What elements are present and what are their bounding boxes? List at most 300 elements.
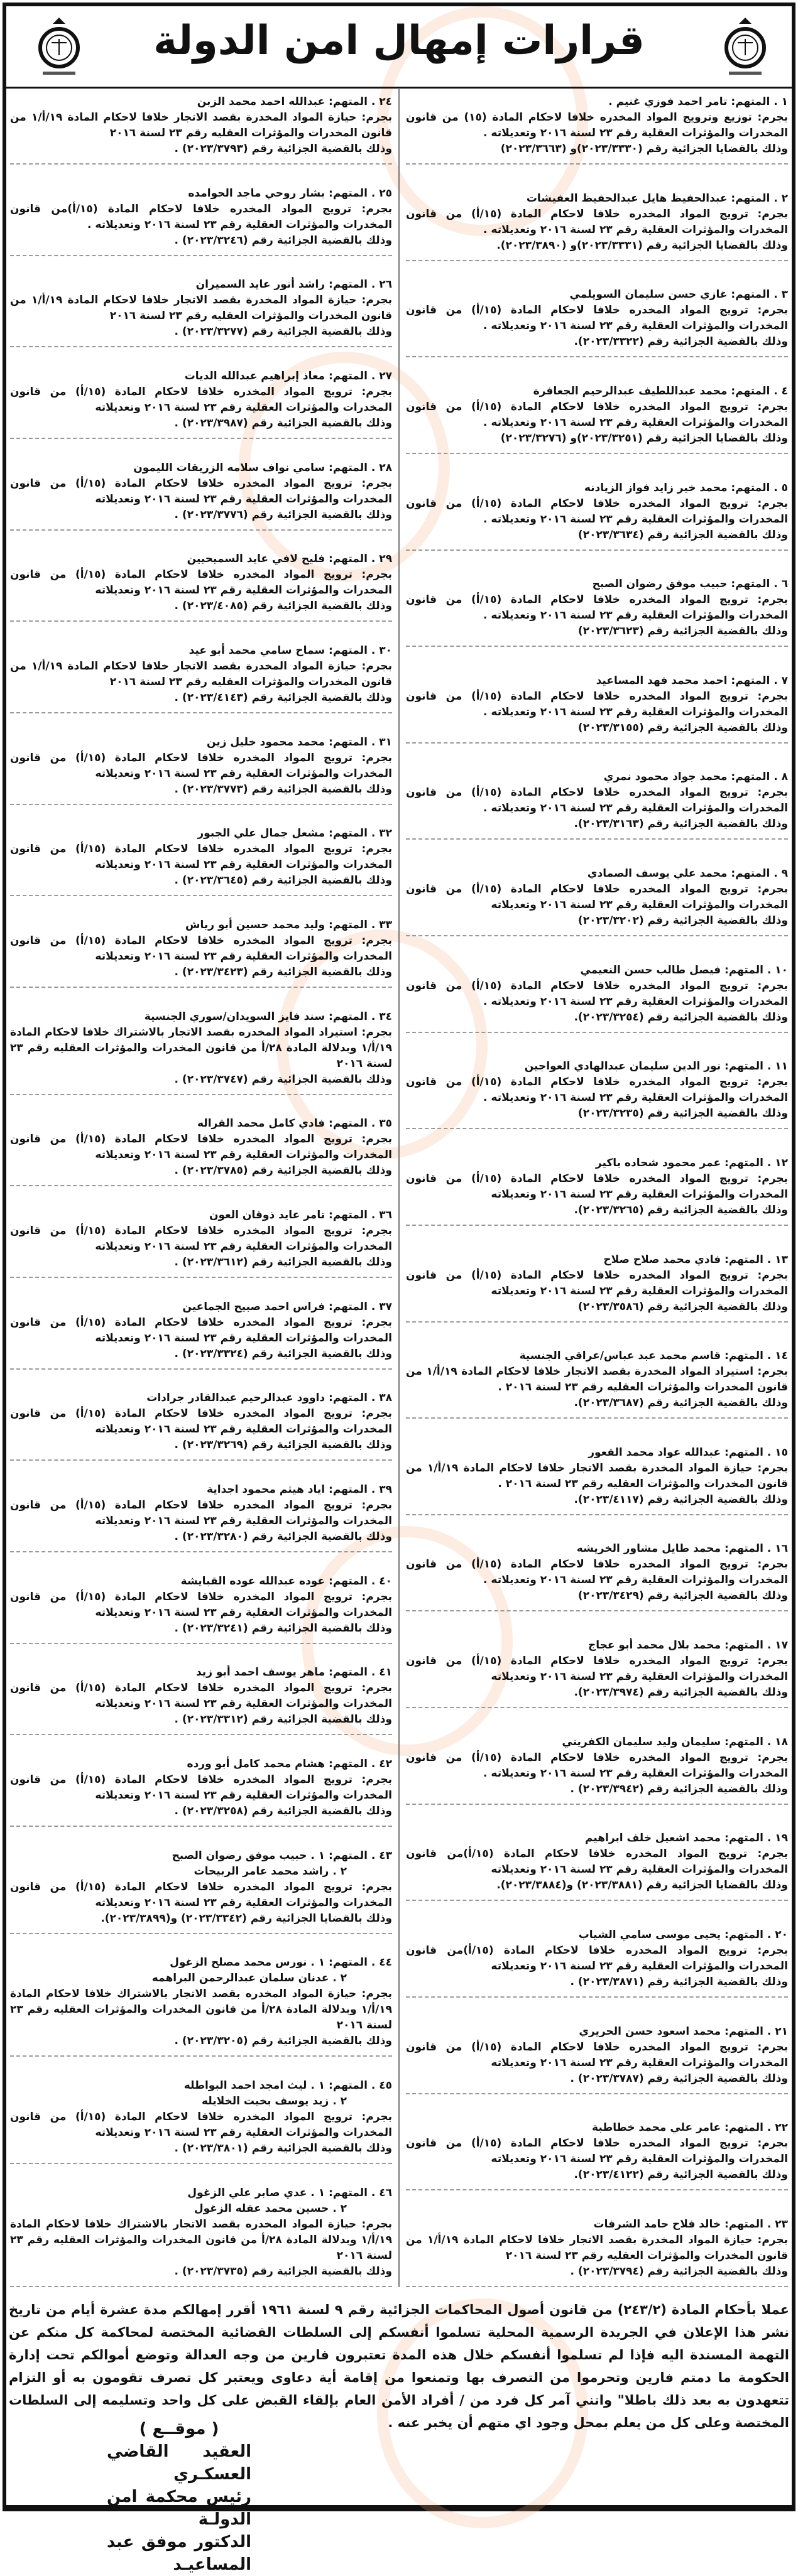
case-number: وذلك بالقضية الجزائية رقم (٢٠٢٣/٣٨٧١) . bbox=[570, 1975, 788, 1988]
accused-name-line bbox=[10, 460, 392, 476]
case-number: وذلك بالقضايا الجزائية رقم (٢٠٢٣/٣٣٤٢) و(٢٠٢٣/٣٨٩٩). bbox=[101, 1912, 392, 1925]
accused-name: ١ . نورس محمد مصلح الزغول bbox=[170, 1956, 325, 1969]
accused-label: المتهم: bbox=[329, 735, 368, 749]
accused-name-line bbox=[10, 735, 392, 750]
accused-entry bbox=[10, 2180, 392, 2287]
case-number: وذلك بالقضية الجزائية رقم (٢٠٢٣/٣٩٧٤). bbox=[574, 1686, 788, 1699]
accused-entry bbox=[406, 1247, 788, 1323]
entry-number: ٢٦ . bbox=[371, 278, 392, 291]
accused-label: المتهم: bbox=[329, 1209, 368, 1222]
case-number: وذلك بالقضية الجزائية رقم (٢٠٢٣/٣٢٥٨) . bbox=[174, 1805, 392, 1818]
accused-label: المتهم: bbox=[724, 963, 763, 977]
accused-name: وليد محمد حسين أبو رياش bbox=[185, 919, 325, 932]
entry-number: ٣٣ . bbox=[371, 919, 392, 932]
accused-label: المتهم: bbox=[329, 1300, 368, 1313]
accused-label: المتهم: bbox=[731, 192, 770, 205]
header bbox=[6, 6, 792, 89]
charge-text: بجرم: ترويج المواد المخدره خلافا لاحكام المادة (١٥/أ) من قانون المخدرات والمؤثرات العقلية رقم ٢٣ لسنة ٢٠١٦ وتعديلاته . bbox=[406, 207, 788, 236]
accused-entry bbox=[406, 1633, 788, 1708]
case-number: وذلك بالقضية الجزائية رقم (٢٠٢٣/٣٢٠٢) bbox=[577, 914, 788, 927]
accused-entry bbox=[406, 668, 788, 744]
accused-entry bbox=[406, 2115, 788, 2190]
entry-number: ١٧ . bbox=[767, 1639, 788, 1652]
accused-name: محمد بلال محمد أبو عجاج bbox=[588, 1639, 721, 1652]
case-number: وذلك بالقضية الجزائية رقم (٢٠٢٣/٣٤٢٣) . bbox=[174, 966, 392, 979]
charge-text: بجرم: ترويج المواد المخدره خلافا لاحكام المادة (١٥/أ) من قانون المخدرات والمؤثرات العقلية رقم ٢٣ لسنة ٢٠١٦ وتعديلاته . bbox=[406, 1558, 788, 1587]
accused-name-line bbox=[406, 1348, 788, 1364]
accused-name-line bbox=[406, 1541, 788, 1557]
accused-entry bbox=[10, 455, 392, 531]
accused-name: احمد محمد فهد المساعيد bbox=[596, 674, 728, 687]
accused-label: المتهم: bbox=[329, 278, 368, 291]
charge-text: بجرم: ترويج المواد المخدره خلافا لاحكام المادة (١٥/أ) من قانون المخدرات والمؤثرات العقلية رقم ٢٣ لسنة ٢٠١٦ وتعديلاته bbox=[10, 477, 392, 506]
accused-name: سامي نواف سلامه الزريقات الليمون bbox=[133, 461, 325, 474]
accused-name: نور الدين سليمان عبدالهادي العواجين bbox=[524, 1060, 721, 1073]
entry-number: ٢٣ . bbox=[767, 2217, 788, 2231]
charge-text: بجرم: ترويج المواد المخدره خلافا لاحكام المادة (١٥/أ) من قانون المخدرات والمؤثرات العقلية رقم ٢٣ لسنة ٢٠١٦ وتعديلاته bbox=[10, 751, 392, 780]
accused-entry bbox=[406, 861, 788, 936]
accused-entry bbox=[10, 1294, 392, 1370]
accused-label: المتهم: bbox=[731, 288, 770, 301]
case-number: وذلك بالقضية الجزائية رقم (٢٠٢٣/٣٢٣٥) bbox=[577, 1107, 788, 1120]
charge-text: بجرم: ترويج المواد المخدره خلافا لاحكام المادة (١٥/أ) من قانون المخدرات والمؤثرات العقلية رقم ٢٣ لسنة ٢٠١٦ وتعديلاته bbox=[406, 2137, 788, 2166]
accused-entry bbox=[406, 186, 788, 261]
accused-entry bbox=[10, 546, 392, 622]
accused-name-line bbox=[10, 1665, 392, 1680]
accused-name: محمد عبداللطيف عبدالرحيم الجعافرة bbox=[533, 384, 728, 398]
right-column bbox=[403, 89, 790, 2287]
accused-entry bbox=[10, 272, 392, 347]
accused-label: المتهم: bbox=[329, 919, 368, 932]
charge-text: بجرم: ترويج المواد المخدره خلافا لاحكام المادة (١٥/أ) من قانون المخدرات والمؤثرات العقلية رقم ٢٣ لسنة ٢٠١٦ وتعديلاته . bbox=[406, 1076, 788, 1105]
case-number: وذلك بالقضية الجزائية رقم (٢٠٢٣/٣٤٢٩) bbox=[577, 1589, 788, 1603]
accused-label: المتهم: bbox=[724, 1253, 763, 1266]
case-number: وذلك بالقضية الجزائية رقم (٢٠٢٣/٣٣١٢) . bbox=[174, 1713, 392, 1726]
accused-entry bbox=[406, 282, 788, 357]
case-number: وذلك بالقضية الجزائية رقم (٢٠٢٣/٣٦٣٤) bbox=[577, 528, 788, 541]
accused-label: المتهم: bbox=[329, 2186, 368, 2199]
accused-name-line bbox=[406, 1155, 788, 1171]
accused-label: المتهم: bbox=[724, 1060, 763, 1073]
accused-label: المتهم: bbox=[731, 481, 770, 494]
accused-name-line bbox=[406, 1638, 788, 1653]
charge-text: بجرم: ترويج المواد المخدره خلافا لاحكام المادة (١٥/أ) من قانون المخدرات والمؤثرات العقلية رقم ٢٣ لسنة ٢٠١٦ وتعديلاته bbox=[406, 883, 788, 911]
accused-label: المتهم: bbox=[329, 1849, 368, 1862]
accused-label: المتهم: bbox=[724, 1446, 763, 1459]
accused-entry bbox=[10, 821, 392, 896]
accused-label: المتهم: bbox=[724, 1156, 763, 1169]
accused-name-line bbox=[10, 1009, 392, 1025]
charge-text: بجرم: ترويج المواد المخدره خلافا لاحكام المادة (١٥/أ) من قانون المخدرات والمؤثرات العقلية رقم ٢٣ لسنة ٢٠١٦ وتعديلاته bbox=[10, 568, 392, 597]
accused-name-line bbox=[406, 1059, 788, 1074]
charge-text: بجرم: ترويج المواد المخدره خلافا لاحكام المادة (١٥/أ) من قانون المخدرات والمؤثرات العقلية رقم ٢٣ لسنة ٢٠١٦ وتعديلاته . bbox=[406, 593, 788, 622]
accused-name-line bbox=[10, 369, 392, 384]
accused-name-line bbox=[406, 2120, 788, 2136]
accused-entry bbox=[10, 1751, 392, 1827]
signatory-position: رئيس محكمة امن الدولـة bbox=[107, 2487, 251, 2529]
accused-name-line bbox=[10, 643, 392, 659]
case-number: وذلك بالقضايا الجزائية رقم (٢٠٢٣/٣٢٥١)و (٢٠٢٣/٣٢٧٦) bbox=[500, 431, 788, 445]
accused-name-line bbox=[10, 1208, 392, 1223]
charge-text: بجرم: ترويج المواد المخدره خلافا لاحكام المادة (١٥/أ)من قانون المخدرات والمؤثرات العقلية رقم ٢٣ لسنة ٢٠١٦ وتعديلاته . bbox=[10, 202, 392, 231]
accused-name: خالد فلاح حامد الشرفات bbox=[593, 2217, 721, 2231]
accused-name: عبدالحفيظ هايل عبدالحفيظ العفيشات bbox=[526, 192, 728, 205]
accused-label: المتهم: bbox=[731, 867, 770, 880]
charge-text: بجرم: ترويج المواد المخدره خلافا لاحكام المادة (١٥/أ) من قانون المخدرات والمؤثرات العقلية رقم ٢٣ لسنة ٢٠١٦ وتعديلاته bbox=[406, 2040, 788, 2069]
entry-number: ٣٩ . bbox=[371, 1483, 392, 1496]
accused-label: المتهم: bbox=[724, 1350, 763, 1363]
case-number: وذلك بالقضية الجزائية رقم (٢٠٢٣/٣٧٧٦) . bbox=[174, 508, 392, 521]
accused-entry bbox=[406, 2019, 788, 2094]
accused-name: حبيب موفق رضوان الصبح bbox=[592, 578, 728, 591]
accused-entry bbox=[406, 571, 788, 647]
entry-number: ٢٧ . bbox=[371, 370, 392, 383]
accused-name-line bbox=[10, 94, 392, 110]
accused-name-line bbox=[406, 480, 788, 496]
case-number: وذلك بالقضية الجزائية رقم (٢٠٢٣/٣٩٨٧) . bbox=[174, 417, 392, 430]
charge-text: بجرم: ترويج المواد المخدره خلافا لاحكام المادة (١٥/أ) من قانون المخدرات والمؤثرات العقلية رقم ٢٣ لسنة ٢٠١٦ وتعديلاته bbox=[406, 1655, 788, 1683]
accused-label: المتهم: bbox=[724, 2217, 763, 2231]
accused-entry bbox=[10, 1004, 392, 1095]
accused-entry bbox=[406, 1054, 788, 1129]
entry-number: ٨ . bbox=[773, 771, 788, 784]
accused-label: المتهم: bbox=[731, 578, 770, 591]
accused-entry bbox=[406, 379, 788, 454]
accused-name-line bbox=[406, 1927, 788, 1943]
accused-name-line bbox=[406, 769, 788, 785]
case-number: وذلك بالقضية الجزائية رقم (٢٠٢٣/٤١٢٢). bbox=[574, 2168, 788, 2182]
charge-text: بجرم: ترويج المواد المخدره خلافا لاحكام المادة (١٥/أ) من قانون المخدرات والمؤثرات العقلية رقم ٢٣ لسنة ٢٠١٦ وتعديلاته . bbox=[406, 786, 788, 815]
accused-name: تامر عايد ذوقان العون bbox=[209, 1209, 325, 1222]
accused-name: محمد طايل مشاور الخريشه bbox=[576, 1542, 721, 1556]
signature-block bbox=[107, 2418, 251, 2576]
case-number: وذلك بالقضية الجزائية رقم (٢٠٢٣/٣٦٨٧). bbox=[574, 1397, 788, 1410]
case-number: وذلك بالقضية الجزائية رقم (٢٠٢٣/٤١١٧). bbox=[574, 1493, 788, 1506]
accused-name-line bbox=[10, 1848, 392, 1864]
charge-text: بجرم: ترويج المواد المخدره خلافا لاحكام المادة (١٥/أ) من قانون المخدرات والمؤثرات العقلية رقم ٢٣ لسنة ٢٠١٦ وتعديلاته bbox=[10, 843, 392, 872]
charge-text: بجرم: ترويج المواد المخدره خلافا لاحكام المادة (١٥/أ) من قانون المخدرات والمؤثرات العقلية رقم ٢٣ لسنة ٢٠١٦ وتعديلاته bbox=[10, 1880, 392, 1909]
case-number: وذلك بالقضية الجزائية رقم (٢٠٢٣/٣١٥٥) bbox=[577, 721, 788, 734]
accused-name-line bbox=[406, 2024, 788, 2040]
accused-name-line bbox=[406, 963, 788, 978]
accused-label: المتهم: bbox=[724, 1639, 763, 1652]
charge-text: بجرم: حيازة المواد المخدرة بقصد الاتجار خلافا لاحكام المادة ١٩/أ/١ من قانون المخدرات والمؤثرات العقليه رقم ٢٣ لسنة ٢٠١٦ . bbox=[406, 1461, 788, 1490]
entry-number: ٤٦ . bbox=[371, 2186, 392, 2199]
entry-number: ١ . bbox=[773, 95, 788, 108]
case-number: وذلك بالقضية الجزائية رقم (٢٠٢٣/٣٢٨٠) . bbox=[174, 1530, 392, 1544]
case-number: وذلك بالقضية الجزائية رقم (٢٠٢٣/٣٦١٢) . bbox=[174, 1256, 392, 1269]
case-number: وذلك بالقضية الجزائية رقم (٢٠٢٣/٣٧٨٧) . bbox=[570, 2072, 788, 2085]
entry-number: ٦ . bbox=[773, 578, 788, 591]
accused-name: سليمان وليد سليمان الكفريني bbox=[562, 1735, 721, 1748]
charge-text: بجرم: ترويج المواد المخدره خلافا لاحكام المادة (١٥/أ) من قانون المخدرات والمؤثرات العقلية رقم ٢٣ لسنة ٢٠١٦ وتعديلاته bbox=[10, 1773, 392, 1802]
charge-text: بجرم: حيازة المواد المخدرة بقصد الاتجار خلافا لاحكام المادة ١٩/أ/١ من قانون المخدرات والمؤثرات العقليه رقم ٢٣ لسنة ٢٠١٦ bbox=[10, 294, 392, 323]
accused-entry bbox=[406, 2212, 788, 2287]
accused-entry bbox=[10, 181, 392, 256]
accused-entry bbox=[10, 638, 392, 713]
case-number: وذلك بالقضية الجزائية رقم (٢٠٢٣/٣٧٤٧) . bbox=[174, 1073, 392, 1086]
accused-label: المتهم: bbox=[329, 1483, 368, 1496]
accused-name-line bbox=[406, 2217, 788, 2232]
case-number: وذلك بالقضية الجزائية رقم (٢٠٢٣/٣٣٢٢). bbox=[574, 335, 788, 349]
accused-entry bbox=[406, 1729, 788, 1805]
accused-name: فليح لافي عايد السميحيين bbox=[187, 553, 325, 566]
accused-label: المتهم: bbox=[731, 674, 770, 687]
entry-number: ٣٢ . bbox=[371, 827, 392, 840]
accused-name: هشام محمد كامل أبو ورده bbox=[187, 1758, 325, 1771]
entry-number: ٤٥ . bbox=[371, 2079, 392, 2092]
entry-number: ٤١ . bbox=[371, 1666, 392, 1679]
accused-name: محمد علي يوسف الصمادي bbox=[587, 867, 728, 880]
case-number: وذلك بالقضية الجزائية رقم (٢٠٢٣/٣٧٩٤) . bbox=[570, 2265, 788, 2278]
accused-name: قاسم محمد عبد عباس/عراقي الجنسية bbox=[519, 1350, 721, 1363]
charge-text: بجرم: ترويج المواد المخدره خلافا لاحكام المادة (١٥/أ) من قانون المخدرات والمؤثرات العقلية رقم ٢٣ لسنة ٢٠١٦ وتعديلاته bbox=[10, 1407, 392, 1436]
accused-entry bbox=[10, 1385, 392, 1461]
case-number: وذلك بالقضية الجزائية رقم (٢٠٢٣/٣٢٧٧) . bbox=[174, 325, 392, 338]
entry-number: ١٠ . bbox=[767, 963, 788, 977]
case-number: وذلك بالقضية الجزائية رقم (٢٠٢٣/٣٨٠١) . bbox=[174, 2142, 392, 2155]
entry-number: ٣٨ . bbox=[371, 1392, 392, 1405]
accused-label: المتهم: bbox=[724, 2025, 763, 2038]
accused-entry bbox=[406, 1826, 788, 1901]
case-number: وذلك بالقضية الجزائية رقم (٢٠٢٣/٤١٤٣) . bbox=[174, 691, 392, 705]
entry-number: ١٦ . bbox=[767, 1542, 788, 1556]
entry-number: ٧ . bbox=[773, 674, 788, 687]
entry-number: ١٨ . bbox=[767, 1735, 788, 1748]
entry-number: ٣٠ . bbox=[371, 644, 392, 658]
accused-label: المتهم: bbox=[724, 1928, 763, 1941]
accused-name-line bbox=[406, 1734, 788, 1750]
charge-text: بجرم: ترويج المواد المخدره خلافا لاحكام المادة (١٥/أ) من قانون المخدرات والمؤثرات العقلية رقم ٢٣ لسنة ٢٠١٦ وتعديلاته bbox=[10, 1133, 392, 1162]
charge-text: بجرم: ترويج المواد المخدره خلافا لاحكام المادة (١٥/أ) من قانون المخدرات والمؤثرات العقلية رقم ٢٣ لسنة ٢٠١٦ وتعديلاته bbox=[10, 386, 392, 414]
charge-text: بجرم: استيراد المواد المخدره بقصد الاتجار بالاشتراك خلافا لاحكام المادة ١٩/أ/١ وبدلالة المادة ٢٨/أ من قانون المخدرات والمؤثرات العقليه رقم ٢٣ لسنة ٢٠١٦ bbox=[10, 1026, 392, 1070]
accused-entry bbox=[406, 1440, 788, 1515]
charge-text: بجرم: ترويج المواد المخدره خلافا لاحكام المادة (١٥/أ) من قانون المخدرات والمؤثرات العقلية رقم ٢٣ لسنة ٢٠١٦ وتعديلاته bbox=[10, 1225, 392, 1253]
charge-text: بجرم: ترويج المواد المخدره خلافا لاحكام المادة (١٥/أ) من قانون المخدرات والمؤثرات العقلية رقم ٢٣ لسنة ٢٠١٦ وتعديلاته . bbox=[406, 690, 788, 718]
accused-entry bbox=[406, 475, 788, 551]
notices-columns bbox=[8, 89, 790, 2287]
accused-entry bbox=[10, 2073, 392, 2164]
accused-entry bbox=[10, 364, 392, 439]
accused-name: عبدالله احمد محمد الزبن bbox=[197, 95, 325, 108]
charge-text: بجرم: ترويج المواد المخدره خلافا لاحكام المادة (١٥/أ) من قانون المخدرات والمؤثرات العقلية رقم ٢٣ لسنة ٢٠١٦ وتعديلاته bbox=[10, 1590, 392, 1619]
accused-name: محمد خير زايد فواز الزيادنه bbox=[584, 481, 728, 494]
accused-name: عامر علي محمد خطاطبة bbox=[592, 2121, 721, 2135]
case-number: وذلك بالقضايا الجزائية رقم (٢٠٢٣/٣٨٨١) و(٢٠٢٣/٣٨٨٤). bbox=[496, 1879, 788, 1892]
accused-name-line bbox=[406, 576, 788, 592]
entry-number: ٢٩ . bbox=[371, 553, 392, 566]
entry-number: ٢٠ . bbox=[767, 1928, 788, 1941]
accused-name-line bbox=[10, 1299, 392, 1315]
accused-label: المتهم: bbox=[724, 1542, 763, 1556]
accused-name: ١ . ليث امجد احمد البواطله bbox=[183, 2079, 325, 2092]
entry-number: ١٢ . bbox=[767, 1156, 788, 1169]
accused-entry bbox=[10, 1569, 392, 1644]
accused-label: المتهم: bbox=[724, 1832, 763, 1845]
accused-name: فيصل طالب حسن النعيمي bbox=[580, 963, 721, 977]
accused-label: المتهم: bbox=[731, 384, 770, 398]
charge-text: بجرم: ترويج المواد المخدره خلافا لاحكام المادة (١٥/أ) من قانون المخدرات والمؤثرات العقلية رقم ٢٣ لسنة ٢٠١٦ وتعديلاته . bbox=[406, 979, 788, 1008]
charge-text: بجرم: ترويج المواد المخدره خلافا لاحكام المادة (١٥/أ) من قانون المخدرات والمؤثرات العقلية رقم ٢٣ لسنة ٢٠١٦ وتعديلاته bbox=[10, 1682, 392, 1711]
accused-name-line bbox=[10, 917, 392, 933]
entry-number: ٢٥ . bbox=[371, 187, 392, 200]
case-number: وذلك بالقضية الجزائية رقم (٢٠٢٣/٣٧٩٣) . bbox=[174, 143, 392, 155]
accused-name: معاذ إبراهيم عبدالله الديات bbox=[184, 370, 325, 383]
accused-entry bbox=[406, 1150, 788, 1226]
case-number: وذلك بالقضية الجزائية رقم (٢٠٢٣/٣٧٨٥) . bbox=[174, 1164, 392, 1177]
entry-number: ١٤ . bbox=[767, 1350, 788, 1363]
accused-label: المتهم: bbox=[329, 1666, 368, 1679]
accused-name: عوده عبدالله عوده القبايشة bbox=[180, 1574, 325, 1588]
entry-number: ٢٢ . bbox=[767, 2121, 788, 2135]
case-number: وذلك بالقضية الجزائية رقم (٢٠٢٣/٣٧٣٥) . bbox=[174, 2265, 392, 2278]
case-number: وذلك بالقضية الجزائية رقم (٢٠٢٣/٣١٦٣). bbox=[574, 818, 788, 831]
accused-name: عمر محمود شحاده باكير bbox=[595, 1156, 721, 1169]
entry-number: ٢٨ . bbox=[371, 461, 392, 474]
charge-text: بجرم: استيراد المواد المخدرة بقصد الاتجار خلافا لاحكام المادة ١٩/أ/١ من قانون المخدرات والمؤثرات العقليه رقم ٢٣ لسنة ٢٠١٦ . bbox=[406, 1365, 788, 1394]
accused-name-line bbox=[406, 94, 788, 110]
accused-entry bbox=[406, 1343, 788, 1419]
accused-name-line bbox=[406, 866, 788, 882]
accused-name: فادي كامل محمد القراله bbox=[197, 1117, 325, 1130]
charge-text: بجرم: ترويج المواد المخدره خلافا لاحكام المادة (١٥/أ) من قانون المخدرات والمؤثرات العقلية رقم ٢٣ لسنة ٢٠١٦ وتعديلاته bbox=[10, 2111, 392, 2140]
case-number: وذلك بالقضايا الجزائية رقم (٢٠٢٣/٣٣٣١)و (٢٠٢٣/٣٨٩٠). bbox=[496, 239, 788, 252]
accused-label: المتهم: bbox=[731, 771, 770, 784]
case-number: وذلك بالقضية الجزائية رقم (٢٠٢٣/٣٣٢٤) . bbox=[174, 1347, 392, 1360]
case-number: وذلك بالقضايا الجزائية رقم (٢٠٢٣/٣٣٣٠)و (٢٠٢٣/٣٦٦٣) bbox=[500, 143, 788, 155]
accused-label: المتهم: bbox=[329, 2079, 368, 2092]
entry-number: ٣ . bbox=[773, 288, 788, 301]
charge-text: بجرم: ترويج المواد المخدره خلافا لاحكام المادة (١٥/أ) من قانون المخدرات والمؤثرات العقلية رقم ٢٣ لسنة ٢٠١٦ وتعديلاته . bbox=[406, 497, 788, 526]
case-number: وذلك بالقضية الجزائية رقم (٢٠٢٣/٣٦٢٣) bbox=[577, 625, 788, 638]
accused-name: سند فايز السويدان/سوري الجنسية bbox=[144, 1010, 325, 1023]
entry-number: ٢٤ . bbox=[371, 95, 392, 108]
accused-label: المتهم: bbox=[329, 1758, 368, 1771]
accused-name-line bbox=[10, 1955, 392, 1971]
charge-text: بجرم: ترويج المواد المخدره خلافا لاحكام المادة (١٥/أ) من قانون المخدرات والمؤثرات العقلية رقم ٢٣ لسنة ٢٠١٦ وتعديلاته . bbox=[406, 400, 788, 429]
accused-name: ٢ . زيد يوسف بخيت الخلايله bbox=[201, 2095, 347, 2108]
accused-name-line bbox=[10, 186, 392, 202]
accused-name: فراس احمد صبيح الجماعين bbox=[182, 1300, 325, 1313]
charge-text: بجرم: ترويج المواد المخدره خلافا لاحكام المادة (١٥/أ)من قانون المخدرات والمؤثرات العقلية رقم ٢٣ لسنة ٢٠١٦ وتعديلاته bbox=[406, 1944, 788, 1973]
accused-name: محمد اسعود حسن الحريري bbox=[579, 2025, 721, 2038]
signed-label: ( موقــع ) bbox=[139, 2420, 219, 2438]
accused-entry bbox=[406, 958, 788, 1033]
accused-name: سماح سامي محمد أبو عيد bbox=[189, 644, 325, 658]
accused-label: المتهم: bbox=[724, 2121, 763, 2135]
accused-name: تامر احمد فوزي غنيم . bbox=[608, 95, 728, 108]
accused-name: محمد محمود خليل زين bbox=[207, 735, 325, 749]
entry-number: ١٥ . bbox=[767, 1446, 788, 1459]
accused-name-line bbox=[406, 673, 788, 689]
accused-label: المتهم: bbox=[329, 1956, 368, 1969]
entry-number: ٤ . bbox=[773, 384, 788, 398]
charge-text: بجرم: ترويج المواد المخدره خلافا لاحكام المادة (١٥/أ) من قانون المخدرات والمؤثرات العقلية رقم ٢٣ لسنة ٢٠١٦ وتعديلاته bbox=[10, 934, 392, 963]
accused-name: محمد جواد محمود نمري bbox=[603, 771, 728, 784]
accused-entry bbox=[10, 1660, 392, 1735]
accused-label: المتهم: bbox=[329, 553, 368, 566]
charge-text: بجرم: ترويج المواد المخدره خلافا لاحكام المادة (١٥/أ) من قانون المخدرات والمؤثرات العقلية رقم ٢٣ لسنة ٢٠١٦ وتعديلاته bbox=[10, 1316, 392, 1345]
entry-number: ٢١ . bbox=[767, 2025, 788, 2038]
accused-label: المتهم: bbox=[329, 370, 368, 383]
accused-label: المتهم: bbox=[329, 1117, 368, 1130]
accused-entry bbox=[406, 764, 788, 840]
accused-entry bbox=[406, 1922, 788, 1998]
notice-paragraph: عملا بأحكام المادة (٢٤٣/٢) من قانون أصول المحاكمات الجزائية رقم ٩ لسنة ١٩٦١ أقرر إمهالكم مدة عشرة أيام من تاريخ نشر هذا الإعلان في الجريدة الرسمية المحلية تسلموا أنفسكم إلى السلطات القضائية المختصة لمحاكمة كل منكم عن التهمة المسندة اليه فإذا لم تسلموا أنفسكم خلال هذه المدة تعتبرون فارين من وجه العدالة وتوضع أموالكم تحت إدارة الحكومة ما دمتم فارين وتحرموا من التصرف بها وتمنعوا من إقامة أية دعاوى ويعتبر كل تصرف تقومون به أو التزام تتعهدون به بعد ذلك باطلا" وانني آمر كل فرد من / أفراد الأمن العام بإلقاء القبض على كل واحد وتسليمه إلى السلطات المختصة وعلى كل من يعلم بمحل وجود اي متهم أن يخبر عنه . bbox=[9, 2302, 790, 2430]
accused-name-line bbox=[406, 1831, 788, 1846]
accused-name-line bbox=[10, 1116, 392, 1132]
entry-number: ١٩ . bbox=[767, 1832, 788, 1845]
charge-text: بجرم: ترويج المواد المخدره خلافا لاحكام المادة (١٥/أ)من قانون المخدرات والمؤثرات العقلية رقم ٢٣ لسنة ٢٠١٦ وتعديلاته bbox=[406, 1848, 788, 1876]
accused-name-line bbox=[10, 2078, 392, 2094]
case-number: وذلك بالقضية الجزائية رقم (٢٠٢٣/٣٢٦٥). bbox=[574, 1203, 788, 1216]
left-column bbox=[8, 89, 395, 2287]
entry-number: ٩ . bbox=[773, 867, 788, 880]
accused-label: المتهم: bbox=[731, 95, 770, 108]
accused-label: المتهم: bbox=[329, 461, 368, 474]
case-number: وذلك بالقضية الجزائية رقم (٢٠٢٣/٣٧٧٣) . bbox=[174, 782, 392, 796]
accused-name-line bbox=[10, 277, 392, 293]
entry-number: ٤٣ . bbox=[371, 1849, 392, 1862]
accused-name-line bbox=[406, 384, 788, 399]
accused-label: المتهم: bbox=[329, 1574, 368, 1588]
entry-number: ٥ . bbox=[773, 481, 788, 494]
case-number: وذلك بالقضية الجزائية رقم (٢٠٢٣/٤٠٨٥) . bbox=[174, 600, 392, 613]
entry-number: ٣٧ . bbox=[371, 1300, 392, 1313]
accused-name-line bbox=[10, 551, 392, 567]
entry-number: ١٣ . bbox=[767, 1253, 788, 1266]
charge-text: بجرم: حيازة المواد المخدرة بقصد الاتجار خلافا لاحكام المادة ١٩/أ/١ من قانون المخدرات والمؤثرات العقليه رقم ٢٣ لسنة ٢٠١٦ bbox=[10, 660, 392, 689]
case-number: وذلك بالقضية الجزائية رقم (٢٠٢٣/٣٢٦٩) . bbox=[174, 1439, 392, 1452]
accused-name: ٢ . حسين محمد عقله الزغول bbox=[194, 2202, 347, 2215]
accused-label: المتهم: bbox=[329, 1392, 368, 1405]
charge-text: بجرم: حيازة المواد المخدره بقصد الاتجار بالاشتراك خلافا لاحكام المادة ١٩/أ/١ وبدلالة المادة ٢٨/أ من قانون المخدرات والمؤثرات العقليه رقم ٢٣ لسنة ٢٠١٦ bbox=[10, 2217, 392, 2262]
accused-name: اياد هيثم محمود اجداية bbox=[207, 1483, 325, 1496]
accused-entry bbox=[10, 1203, 392, 1278]
accused-name-line bbox=[406, 1252, 788, 1268]
charge-text: بجرم: ترويج المواد المخدره خلافا لاحكام المادة (١٥/أ) من قانون المخدرات والمؤثرات العقلية رقم ٢٣ لسنة ٢٠١٦ وتعديلاته . bbox=[406, 304, 788, 333]
accused-entry bbox=[10, 1111, 392, 1186]
entry-number: ٤٤ . bbox=[371, 1956, 392, 1969]
entry-number: ٤٢ . bbox=[371, 1758, 392, 1771]
entry-number: ١١ . bbox=[767, 1060, 788, 1073]
accused-name-line bbox=[406, 287, 788, 303]
accused-name-line bbox=[10, 1482, 392, 1498]
charge-text: بجرم: ترويج المواد المخدره خلافا لاحكام المادة (١٥/أ) من قانون المخدرات والمؤثرات العقلية رقم ٢٣ لسنة ٢٠١٦ وتعديلاته bbox=[10, 1499, 392, 1528]
accused-name-line bbox=[10, 1756, 392, 1772]
accused-entry bbox=[406, 1536, 788, 1611]
entry-number: ٣٦ . bbox=[371, 1209, 392, 1222]
accused-name: محمد اشعيل خلف ابراهيم bbox=[584, 1832, 721, 1845]
accused-name-line bbox=[10, 1574, 392, 1589]
entry-number: ٣٥ . bbox=[371, 1117, 392, 1130]
accused-name: فادي محمد صلاح صلاح bbox=[603, 1253, 721, 1266]
accused-label: المتهم: bbox=[329, 827, 368, 840]
case-number: وذلك بالقضية الجزائية رقم (٢٠٢٣/٣٢٠٥) . bbox=[174, 2035, 392, 2048]
case-number: وذلك بالقضية الجزائية رقم (٢٠٢٣/٣٢٤٦) . bbox=[174, 234, 392, 247]
charge-text: بجرم: ترويج المواد المخدره خلافا لاحكام المادة (١٥/أ) من قانون المخدرات والمؤثرات العقلية رقم ٢٣ لسنة ٢٠١٦ وتعديلاته bbox=[406, 1269, 788, 1297]
charge-text: بجرم: ترويج المواد المخدره خلافا لاحكام المادة (١٥/أ) من قانون المخدرات والمؤثرات العقلية رقم ٢٣ لسنة ٢٠١٦ وتعديلاته . bbox=[406, 1751, 788, 1780]
accused-name: ١ . حبيب موفق رضوان الصبح bbox=[172, 1849, 325, 1862]
accused-label: المتهم: bbox=[329, 95, 368, 108]
accused-name: ٢ . عدنان سلمان عبدالرحمن البراهمه bbox=[151, 1972, 347, 1985]
accused-name: يحيى موسى سامي الشياب bbox=[578, 1928, 721, 1941]
accused-name: راشد أنور عايد السميران bbox=[195, 278, 325, 291]
column-divider bbox=[398, 89, 400, 2287]
case-number: وذلك بالقضية الجزائية رقم (٢٠٢٣/٣٦٤٥) . bbox=[174, 874, 392, 887]
accused-name-line bbox=[10, 2185, 392, 2201]
case-number: وذلك بالقضية الجزائية رقم (٢٠٢٣/٣٥٨٦) bbox=[577, 1300, 788, 1313]
